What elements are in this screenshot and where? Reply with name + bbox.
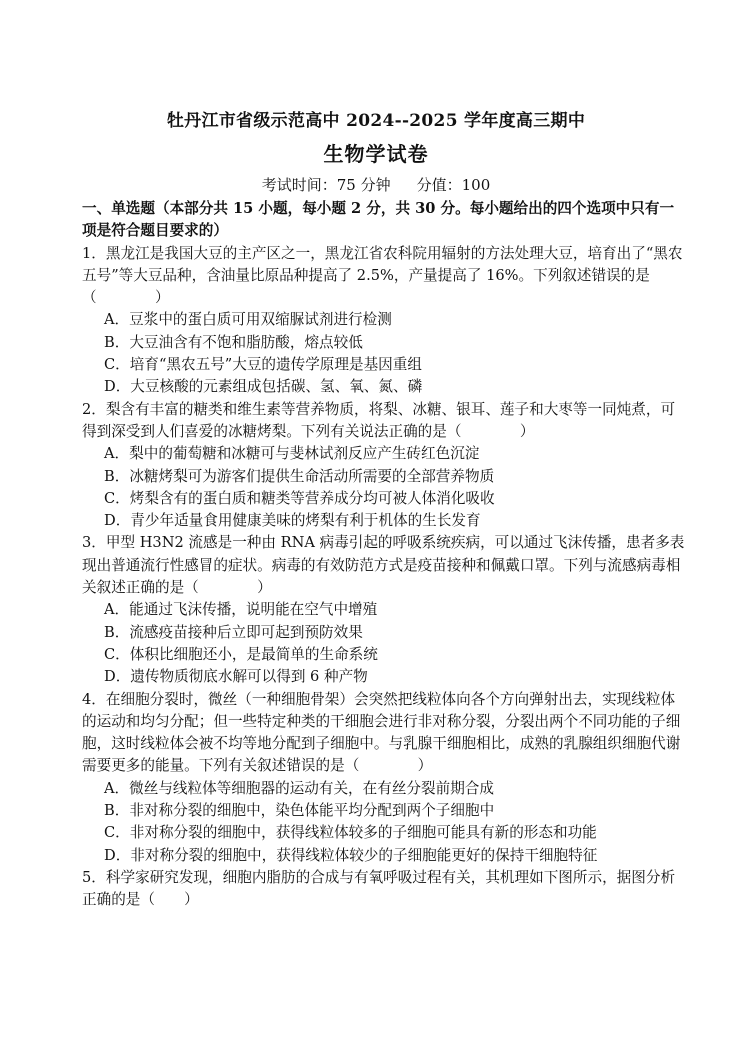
option-c: C．体积比细胞还小，是最简单的生命系统 (104, 645, 378, 663)
option-c: C．非对称分裂的细胞中，获得线粒体较多的子细胞可能具有新的形态和功能 (104, 824, 597, 842)
question-stem: 3．甲型 H3N2 流感是一种由 RNA 病毒引起的呼吸系统疾病，可以通过飞沫传播，患者多表现出普通流行性感冒的症状。病毒的有效防范方式是疫苗接种和佩戴口罩。下列与流感病毒相关叙述正确的是（ ） (82, 534, 685, 597)
question-stem: 5．科学家研究发现，细胞内脂肪的合成与有氧呼吸过程有关，其机理如下图所示，据图分析正确的是（ ） (82, 868, 676, 909)
question-4 (82, 689, 688, 867)
question-3 (82, 532, 688, 688)
section-heading: 一、单选题（本部分共 15 小题，每小题 2 分，共 30 分。每小题给出的四个选项中只有一项是符合题目要求的） (82, 200, 675, 240)
option-b: B．大豆油含有不饱和脂肪酸，熔点较低 (104, 333, 363, 351)
option-c: C．烤梨含有的蛋白质和糖类等营养成分均可被人体消化吸收 (104, 489, 495, 507)
question-stem: 2．梨含有丰富的糖类和维生素等营养物质，将梨、冰糖、银耳、莲子和大枣等一同炖煮，可得到深受到人们喜爱的冰糖烤梨。下列有关说法正确的是（ ） (82, 400, 676, 440)
option-c: C．培育“黑农五号”大豆的遗传学原理是基因重组 (104, 356, 422, 374)
exam-subtitle: 生物学试卷 (323, 142, 429, 166)
question-5 (82, 867, 688, 912)
option-a: A．豆浆中的蛋白质可用双缩脲试剂进行检测 (104, 311, 392, 329)
option-a: A．梨中的葡萄糖和冰糖可与斐林试剂反应产生砖红色沉淀 (104, 445, 480, 463)
question-1 (82, 243, 688, 399)
question-stem: 1．黑龙江是我国大豆的主产区之一，黑龙江省农科院用辐射的方法处理大豆，培育出了“黑农五号”等大豆品种，含油量比原品种提高了 2.5%，产量提高了 16%。下列叙述错误的是（ ） (82, 244, 683, 307)
option-b: B．非对称分裂的细胞中，染色体能平均分配到两个子细胞中 (104, 802, 495, 820)
option-d: D．青少年适量食用健康美味的烤梨有利于机体的生长发育 (104, 512, 481, 530)
question-stem: 4．在细胞分裂时，微丝（一种细胞骨架）会突然把线粒体向各个方向弹射出去，实现线粒体的运动和均匀分配；但一些特定种类的干细胞会进行非对称分裂，分裂出两个不同功能的子细胞，这时线粒体会被不均等地分配到子细胞中。与乳腺干细胞相比，成熟的乳腺组织细胞代谢需要更多的能量。下列有关叙述错误的是（ ） (82, 690, 681, 775)
option-a: A．能通过飞沫传播，说明能在空气中增殖 (104, 601, 378, 619)
exam-time: 考试时间：75 分钟 (261, 176, 391, 194)
option-b: B．流感疫苗接种后立即可起到预防效果 (104, 623, 363, 641)
option-b: B．冰糖烤梨可为游客们提供生命活动所需要的全部营养物质 (104, 467, 495, 485)
exam-content (82, 198, 688, 912)
option-d: D．遗传物质彻底水解可以得到 6 种产物 (104, 668, 368, 686)
option-a: A．微丝与线粒体等细胞器的运动有关，在有丝分裂前期合成 (104, 779, 494, 797)
option-d: D．非对称分裂的细胞中，获得线粒体较少的子细胞能更好的保持干细胞特征 (104, 846, 598, 864)
question-2 (82, 399, 688, 533)
option-d: D．大豆核酸的元素组成包括碳、氢、氧、氮、磷 (104, 378, 423, 396)
exam-score: 分值：100 (416, 176, 491, 194)
exam-title: 牡丹江市省级示范高中 2024--2025 学年度高三期中 (166, 111, 586, 131)
exam-meta (0, 174, 752, 195)
